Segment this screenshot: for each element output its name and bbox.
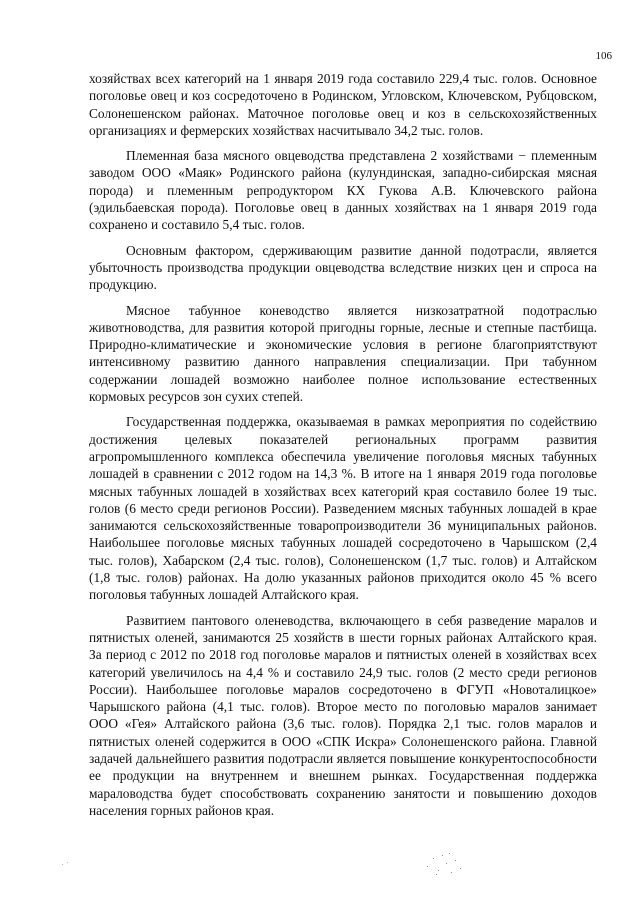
scan-noise (425, 852, 465, 877)
scan-noise-corner (62, 862, 70, 866)
page-number: 106 (595, 50, 612, 62)
paragraph-5: Государственная поддержка, оказываемая в рамках мероприятия по содействию достижения целевых показателей региональных программ развития агропромышленного комплекса обеспечила увеличение поголовья мясных табунных лошадей в сравнении с 2012 годом на 14,3 %. В итоге на 1 января 2019 года поголовье мясных табунных лошадей в хозяйствах всех категорий края составило более 19 тыс. голов (6 место среди регионов России). Разведением мясных табунных лошадей в крае занимаются сельскохозяйственные товаропроизводители 36 муниципальных районов. Наибольшее поголовье мясных табунных лошадей сосредоточено в Чарышском (2,4 тыс. голов), Хабарском (2,4 тыс. голов), Солонешенском (1,7 тыс. голов) и Алтайском (1,8 тыс. голов) районах. На долю указанных районов приходится около 45 % всего поголовья табунных лошадей Алтайского края. (89, 414, 597, 603)
paragraph-1: хозяйствах всех категорий на 1 января 2019 года составило 229,4 тыс. голов. Основное поголовье овец и коз сосредоточено в Родинском, Угловском, Ключевском, Рубцовском, Солонешенском районах. Маточное поголовье овец и коз в сельскохозяйственных организациях и фермерских хозяйствах насчитывало 34,2 тыс. голов. (89, 71, 597, 138)
paragraph-3: Основным фактором, сдерживающим развитие данной подотрасли, является убыточность производства продукции овцеводства вследствие низких цен и спроса на продукцию. (89, 242, 597, 293)
paragraph-2: Племенная база мясного овцеводства представлена 2 хозяйствами − племенным заводом ООО «Маяк» Родинского района (кулундинская, западно-сибирская мясная порода) и племенным репродуктором КХ Гукова А.В. Ключевского района (эдильбаевская порода). Поголовье овец в данных хозяйствах на 1 января 2019 года сохранено и составило 5,4 тыс. голов. (89, 148, 597, 233)
paragraph-4: Мясное табунное коневодство является низкозатратной подотраслью животноводства, для развития которой пригодны горные, лесные и степные пастбища. Природно-климатические и экономические условия в регионе благоприятствуют интенсивному развитию данного направления специализации. При табунном содержании лошадей возможно наиболее полное использование естественных кормовых ресурсов зон сухих степей. (89, 302, 597, 405)
body-text (89, 70, 597, 819)
paragraph-6: Развитием пантового оленеводства, включающего в себя разведение маралов и пятнистых оленей, занимаются 25 хозяйств в шести горных районах Алтайского края. За период с 2012 по 2018 год поголовье маралов и пятнистых оленей в хозяйствах всех категорий увеличилось на 4,4 % и составило 24,9 тыс. голов (2 место среди регионов России). Наибольшее поголовье маралов сосредоточено в ФГУП «Новоталицкое» Чарышского района (4,1 тыс. голов). Второе место по поголовью маралов занимает ООО «Гея» Алтайского района (3,6 тыс. голов). Порядка 2,1 тыс. голов маралов и пятнистых оленей содержится в ООО «СПК Искра» Солонешенского района. Главной задачей дальнейшего развития подотрасли является повышение конкурентоспособности ее продукции на внутреннем и внешнем рынках. Государственная поддержка мараловодства будет способствовать сохранению занятости и повышению доходов населения горных районов края. (89, 612, 597, 818)
